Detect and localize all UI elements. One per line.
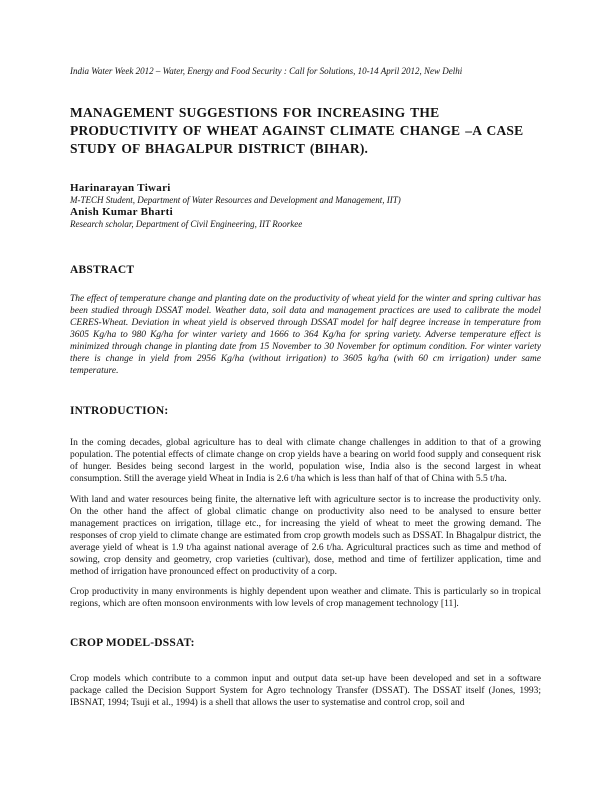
author-name: Anish Kumar Bharti xyxy=(70,206,173,218)
author-affiliation: Research scholar, Department of Civil Engineering, IIT Roorkee xyxy=(70,219,303,229)
section-heading-abstract: ABSTRACT xyxy=(70,264,135,276)
author-name: Harinarayan Tiwari xyxy=(70,182,171,194)
author-entry xyxy=(70,206,541,230)
abstract-paragraph: The effect of temperature change and planting date on the productivity of wheat yield for the winter and spring cultivar has been studied through DSSAT model. Weather data, soil data and management practices are used to calibrate the model CERES-Wheat. Deviation in wheat yield is observed through DSSAT model for half degree increase in temperature from 3605 Kg/ha to 980 Kg/ha for winter variety and 1666 to 364 Kg/ha for spring variety. Adverse temperature effect is minimized through change in planting date from 15 November to 30 November for optimum condition. For winter variety there is change in yield from 2956 Kg/ha (without irrigation) to 3605 kg/ha (with 60 cm irrigation) under same temperature. xyxy=(70,294,541,376)
author-entry xyxy=(70,182,541,206)
introduction-paragraph-3: Crop productivity in many environments is highly dependent upon weather and climate. This is particularly so in tropical regions, which are often monsoon environments with low levels of crop management technology [11]. xyxy=(70,587,541,609)
section-heading-crop-model-dssat: CROP MODEL-DSSAT: xyxy=(70,637,195,649)
introduction-paragraph-1: In the coming decades, global agriculture has to deal with climate change challenges in addition to that of a growing population. The potential effects of climate change on crop yields have a bearing on world food supply and consequent risk of hunger. Besides being second largest in the world, population wise, India also is the second largest in wheat consumption. Still the average yield Wheat in India is 2.6 t/ha which is less than half of that of China with 5.5 t/ha. xyxy=(70,438,541,484)
authors-block xyxy=(70,182,541,230)
author-affiliation: M-TECH Student, Department of Water Resources and Development and Management, IIT) xyxy=(70,195,401,205)
introduction-paragraph-2: With land and water resources being finite, the alternative left with agriculture sector is to increase the productivity only. On the other hand the affect of global climatic change on productivity also need to be analysed to ensure better management practices on irrigation, tillage etc., for increasing the yield of wheat to meet the growing demand. The responses of crop yield to climate change are estimated from crop growth models such as DSSAT. In Bhagalpur district, the average yield of wheat is 1.9 t/ha against national average of 2.6 t/ha. Agricultural practices such as time and method of sowing, crop density and geometry, crop varieties (cultivar), dose, method and time of fertilizer application, time and method of irrigation have pronounced effect on productivity of a corp. xyxy=(70,495,541,577)
running-header: India Water Week 2012 – Water, Energy and Food Security : Call for Solutions, 10-14 April 2012, New Delhi xyxy=(70,66,463,76)
crop-model-paragraph-1: Crop models which contribute to a common input and output data set-up have been developed and set in a software package called the Decision Support System for Agro technology Transfer (DSSAT). The DSSAT itself (Jones, 1993; IBSNAT, 1994; Tsuji et al., 1994) is a shell that allows the user to systematise and control crop, soil and xyxy=(70,674,541,708)
section-heading-introduction: INTRODUCTION: xyxy=(70,405,169,417)
paper-title: MANAGEMENT SUGGESTIONS FOR INCREASING THE PRODUCTIVITY OF WHEAT AGAINST CLIMATE CHANGE –A CASE STUDY OF BHAGALPUR DISTRICT (BIHAR). xyxy=(70,105,524,156)
